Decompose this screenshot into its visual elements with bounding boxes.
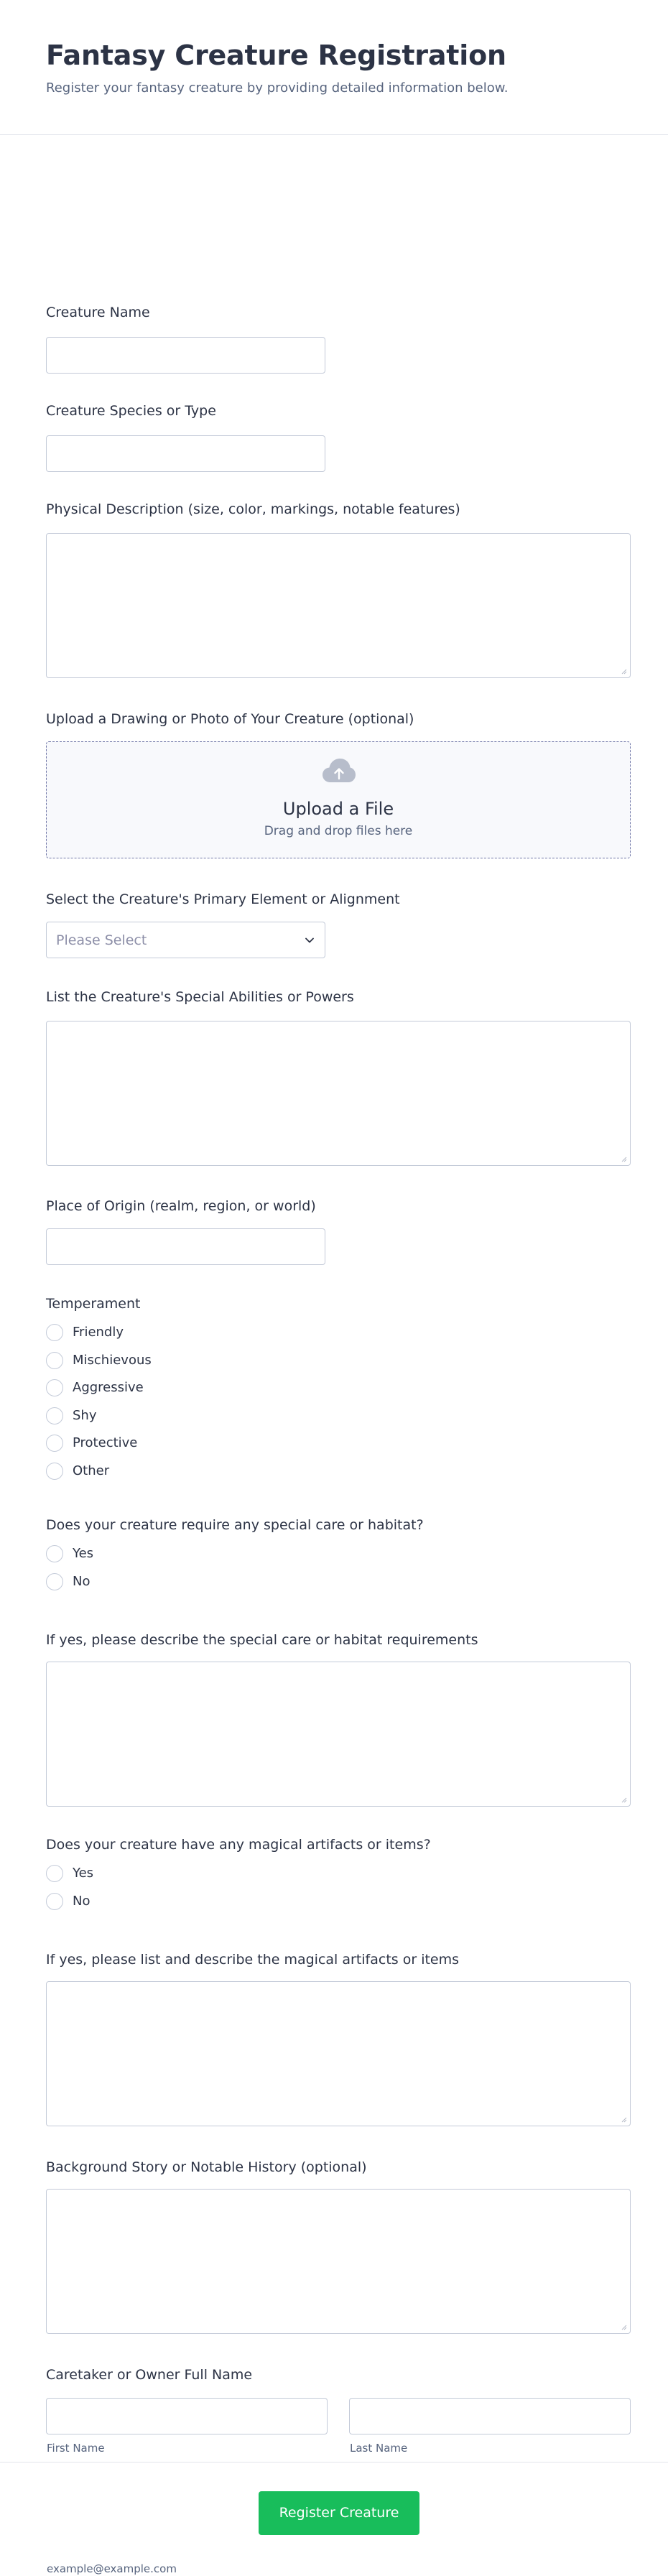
care-details-label: If yes, please describe the special care or habitat requirements [46,1632,478,1648]
radio-label: Yes [73,1866,94,1881]
temperament-option-protective[interactable] [46,1433,405,1453]
form-footer [0,2462,668,2559]
element-label: Select the Creature's Primary Element or Alignment [46,891,400,907]
abilities-label: List the Creature's Special Abilities or Powers [46,989,354,1005]
radio-button[interactable] [46,1545,63,1562]
origin-label: Place of Origin (realm, region, or world) [46,1198,316,1214]
radio-button[interactable] [46,1324,63,1341]
register-creature-button[interactable]: Register Creature [259,2491,419,2535]
creature-name-input[interactable] [46,337,325,374]
resize-grip-icon[interactable] [620,667,627,675]
artifacts-label: Does your creature have any magical artifacts or items? [46,1837,431,1853]
resize-grip-icon[interactable] [620,1155,627,1162]
artifact-details-label: If yes, please list and describe the magical artifacts or items [46,1952,460,1968]
temperament-label: Temperament [46,1296,141,1312]
species-label: Creature Species or Type [46,403,216,419]
first-name-sublabel: First Name [47,2442,105,2455]
temperament-option-friendly[interactable] [46,1322,405,1343]
last-name-sublabel: Last Name [350,2442,408,2455]
temperament-option-other[interactable] [46,1461,405,1481]
artifacts-field [46,1836,631,1909]
radio-button[interactable] [46,1435,63,1452]
special-care-option-yes[interactable] [46,1544,405,1564]
radio-label: Aggressive [73,1380,144,1395]
origin-input[interactable] [46,1228,325,1265]
element-field [46,891,631,948]
radio-button[interactable] [46,1352,63,1369]
radio-button[interactable] [46,1407,63,1424]
care-details-field [46,1631,631,1649]
background-field [46,2159,631,2176]
radio-label: Yes [73,1546,94,1561]
physical-description-textarea[interactable] [46,533,631,678]
artifact-details-textarea[interactable] [46,1981,631,2126]
radio-button[interactable] [46,1893,63,1910]
radio-label: Shy [73,1408,97,1423]
upload-field [46,710,631,838]
special-care-label: Does your creature require any special care or habitat? [46,1517,424,1533]
background-label: Background Story or Notable History (optional) [46,2159,367,2175]
temperament-field [46,1295,631,1478]
creature-name-label: Creature Name [46,305,150,320]
abilities-field [46,988,631,1006]
radio-label: Friendly [73,1325,124,1340]
radio-label: Protective [73,1435,138,1450]
creature-name-field [46,304,631,321]
cloud-upload-icon [322,758,356,785]
abilities-textarea[interactable] [46,1021,631,1166]
special-care-field [46,1516,631,1589]
radio-button[interactable] [46,1865,63,1882]
care-details-textarea[interactable] [46,1662,631,1807]
radio-label: Mischievous [73,1353,152,1368]
last-name-input[interactable] [349,2398,631,2434]
artifact-details-field [46,1951,631,1968]
radio-label: Other [73,1463,110,1478]
email-sublabel: example@example.com [47,2562,177,2575]
temperament-option-aggressive[interactable] [46,1378,405,1398]
chevron-down-icon [305,935,315,945]
radio-button[interactable] [46,1463,63,1480]
element-select[interactable] [46,922,325,958]
radio-label: No [73,1894,91,1909]
origin-field [46,1197,631,1215]
upload-hint: Drag and drop files here [264,824,413,838]
species-input[interactable] [46,435,325,472]
species-field [46,402,631,420]
element-select-placeholder: Please Select [56,932,147,948]
radio-button[interactable] [46,1379,63,1396]
background-textarea[interactable] [46,2189,631,2334]
artifacts-option-yes[interactable] [46,1863,405,1884]
owner-name-label: Caretaker or Owner Full Name [46,2367,253,2383]
first-name-input[interactable] [46,2398,328,2434]
physical-description-label: Physical Description (size, color, markings, notable features) [46,501,460,517]
special-care-option-no[interactable] [46,1572,405,1592]
file-upload-dropzone[interactable] [46,741,631,858]
radio-label: No [73,1574,91,1589]
temperament-option-shy[interactable] [46,1406,405,1426]
resize-grip-icon[interactable] [620,2323,627,2330]
page-title: Fantasy Creature Registration [46,40,506,71]
upload-title: Upload a File [282,799,394,819]
temperament-option-mischievous[interactable] [46,1350,405,1371]
page-subtitle: Register your fantasy creature by providing detailed information below. [46,80,509,96]
physical-description-field [46,501,631,518]
artifacts-option-no[interactable] [46,1891,405,1912]
owner-name-field [46,2366,631,2455]
form-header [0,0,668,135]
resize-grip-icon[interactable] [620,1796,627,1803]
radio-button[interactable] [46,1573,63,1590]
upload-label: Upload a Drawing or Photo of Your Creature (optional) [46,711,414,727]
resize-grip-icon[interactable] [620,2116,627,2123]
